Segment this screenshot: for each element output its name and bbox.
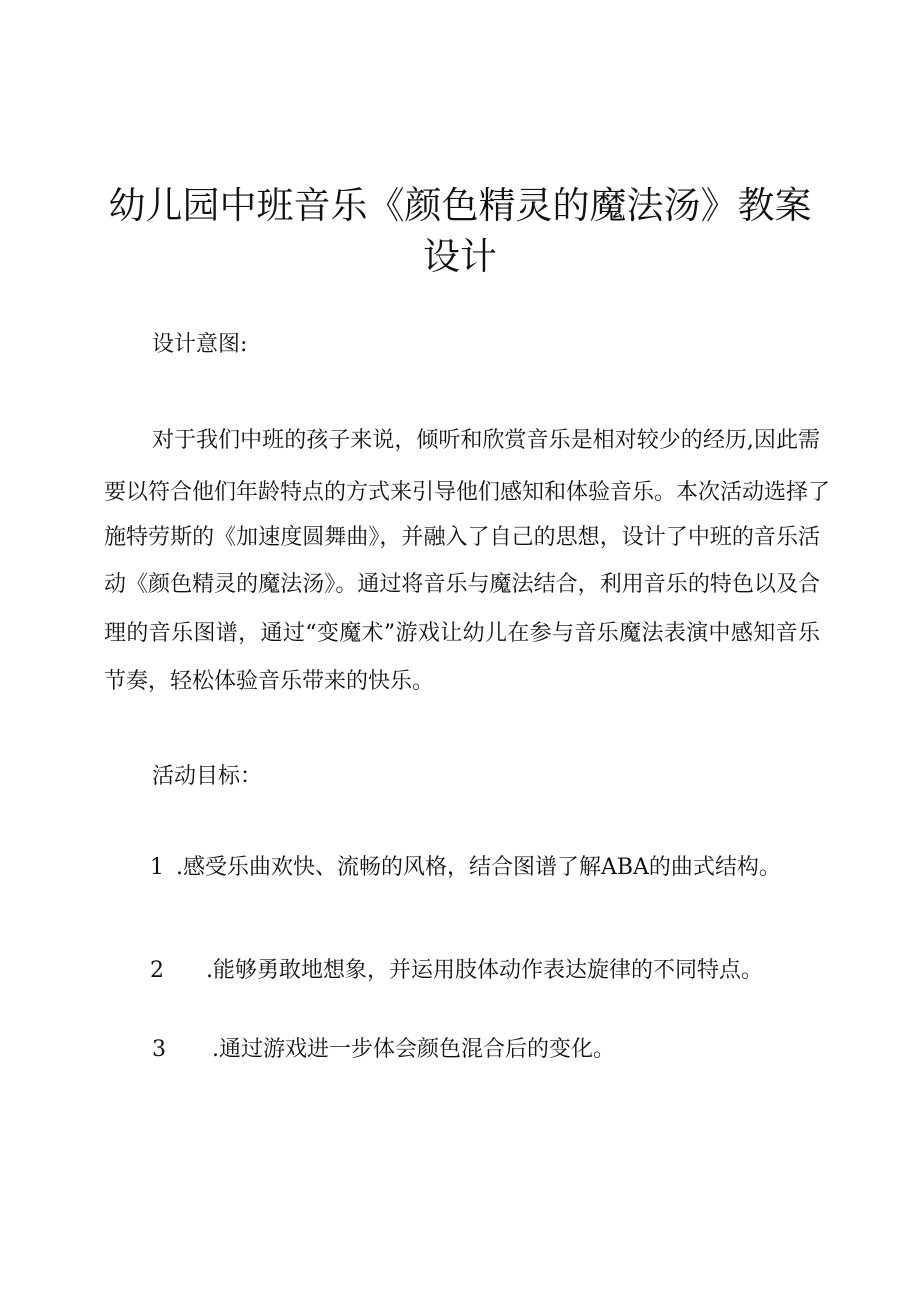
design-intent-line-6: 节奏，轻松体验音乐带来的快乐。 <box>104 669 435 694</box>
design-intent-heading: 设计意图: <box>152 332 248 357</box>
design-intent-line-3: 施特劳斯的《加速度圆舞曲》，并融入了自己的思想，设计了中班的音乐活 <box>104 525 820 550</box>
document-title-line-1: 幼儿园中班音乐《颜色精灵的魔法汤》教案 <box>108 184 812 227</box>
design-intent-line-1: 对于我们中班的孩子来说，倾听和欣赏音乐是相对较少的经历,因此需 <box>152 428 820 453</box>
goal-text: .能够勇敢地想象，并运用肢体动作表达旋律的不同特点。 <box>206 958 763 983</box>
document-title-line-2: 设计 <box>423 235 497 278</box>
goal-item-2 <box>150 956 763 986</box>
goal-item-3 <box>152 1035 615 1065</box>
activity-goals-heading: 活动目标： <box>152 764 263 789</box>
goal-text: .感受乐曲欢快、流畅的风格，结合图谱了解ABA的曲式结构。 <box>176 855 781 880</box>
goal-number: 3 <box>152 1037 166 1062</box>
goal-item-1 <box>150 853 781 883</box>
design-intent-line-2: 要以符合他们年龄特点的方式来引导他们感知和体验音乐。本次活动选择了 <box>104 480 831 505</box>
goal-number: 2 <box>150 958 164 983</box>
design-intent-line-5: 理的音乐图谱，通过“变魔术”游戏让幼儿在参与音乐魔法表演中感知音乐 <box>104 621 820 646</box>
design-intent-line-4: 动《颜色精灵的魔法汤》。通过将音乐与魔法结合，利用音乐的特色以及合 <box>104 572 820 597</box>
goal-number: 1 <box>150 855 164 880</box>
goal-text: .通过游戏进一步体会颜色混合后的变化。 <box>212 1037 615 1062</box>
